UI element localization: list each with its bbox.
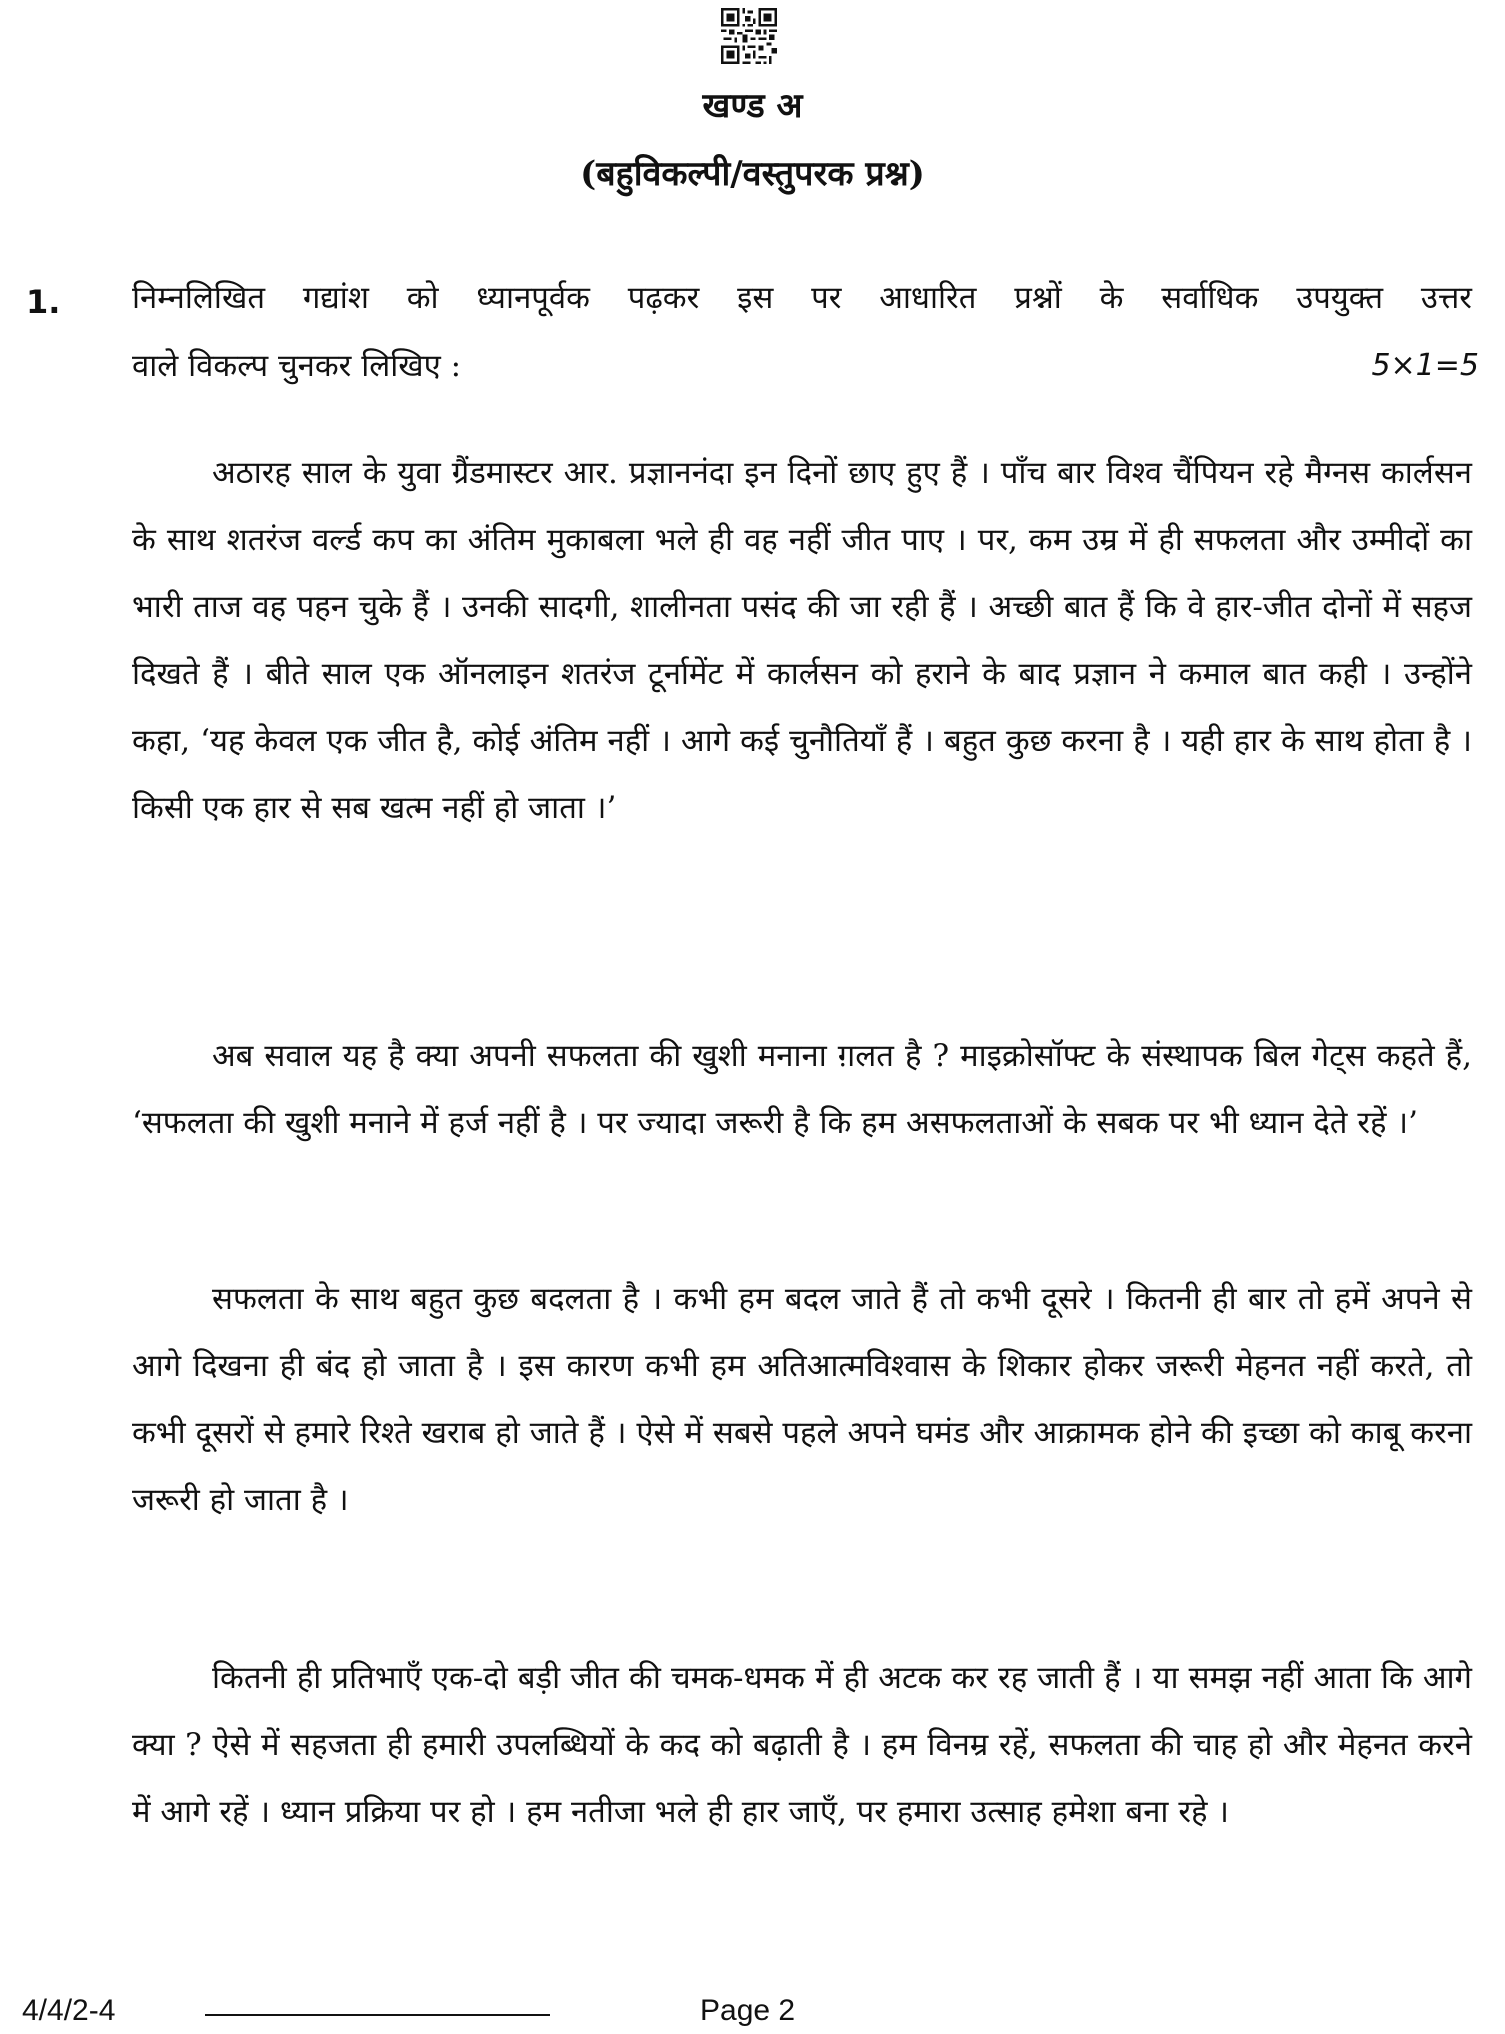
paper-code: 4/4/2-4: [22, 1994, 116, 2027]
question-number: 1.: [26, 283, 61, 321]
footer-divider: [205, 2014, 550, 2016]
passage-paragraph: अठारह साल के युवा ग्रैंडमास्टर आर. प्रज्ञाननंदा इन दिनों छाए हुए हैं । पाँच बार विश्व चैंपियन रहे मैग्नस कार्लसन के साथ शतरंज वर्ल्ड कप का अंतिम मुकाबला भले ही वह नहीं जीत पाए । पर, कम उम्र में ही सफलता और उम्मीदों का भारी ताज वह पहन चुके हैं । उनकी सादगी, शालीनता पसंद की जा रही हैं । अच्छी बात हैं कि वे हार-जीत दोनों में सहज दिखते हैं । बीते साल एक ऑनलाइन शतरंज टूर्नामेंट में कार्लसन को हराने के बाद प्रज्ञान ने कमाल बात कही । उन्होंने कहा, ‘यह केवल एक जीत है, कोई अंतिम नहीं । आगे कई चुनौतियाँ हैं । बहुत कुछ करना है । यही हार के साथ होता है । किसी एक हार से सब खत्म नहीं हो जाता ।’: [132, 455, 1472, 826]
passage-paragraph: कितनी ही प्रतिभाएँ एक-दो बड़ी जीत की चमक-धमक में ही अटक कर रह जाती हैं । या समझ नहीं आता कि आगे क्या ? ऐसे में सहजता ही हमारी उपलब्धियों के कद को बढ़ाती है । हम विनम्र रहें, सफलता की चाह हो और मेहनत करने में आगे रहें । ध्यान प्रक्रिया पर हो । हम नतीजा भले ही हार जाएँ, पर हमारा उत्साह हमेशा बना रहे ।: [132, 1660, 1472, 1830]
qr-code-icon: [721, 8, 777, 64]
marks-allocation: 5×1=5: [1371, 348, 1479, 383]
question-instruction-line-1: निम्नलिखित गद्यांश को ध्यानपूर्वक पढ़कर इस पर आधारित प्रश्नों के सर्वाधिक उपयुक्त उत्तर: [132, 280, 1472, 316]
question-instruction-line-2: वाले विकल्प चुनकर लिखिए :: [132, 348, 462, 384]
passage-paragraph: सफलता के साथ बहुत कुछ बदलता है । कभी हम बदल जाते हैं तो कभी दूसरे । कितनी ही बार तो हमें अपने से आगे दिखना ही बंद हो जाता है । इस कारण कभी हम अतिआत्मविश्वास के शिकार होकर जरूरी मेहनत नहीं करते, तो कभी दूसरों से हमारे रिश्ते खराब हो जाते हैं । ऐसे में सबसे पहले अपने घमंड और आक्रामक होने की इच्छा को काबू करना जरूरी हो जाता है ।: [132, 1281, 1472, 1518]
section-title: खण्ड अ: [702, 86, 803, 126]
page-number: Page 2: [700, 1994, 796, 2027]
passage-paragraph: अब सवाल यह है क्या अपनी सफलता की खुशी मनाना ग़लत है ? माइक्रोसॉफ्ट के संस्थापक बिल गेट्स कहते हैं, ‘सफलता की खुशी मनाने में हर्ज नहीं है । पर ज्यादा जरूरी है कि हम असफलताओं के सबक पर भी ध्यान देते रहें ।’: [132, 1038, 1472, 1141]
section-subtitle: (बहुविकल्पी/वस्तुपरक प्रश्न): [580, 154, 925, 194]
